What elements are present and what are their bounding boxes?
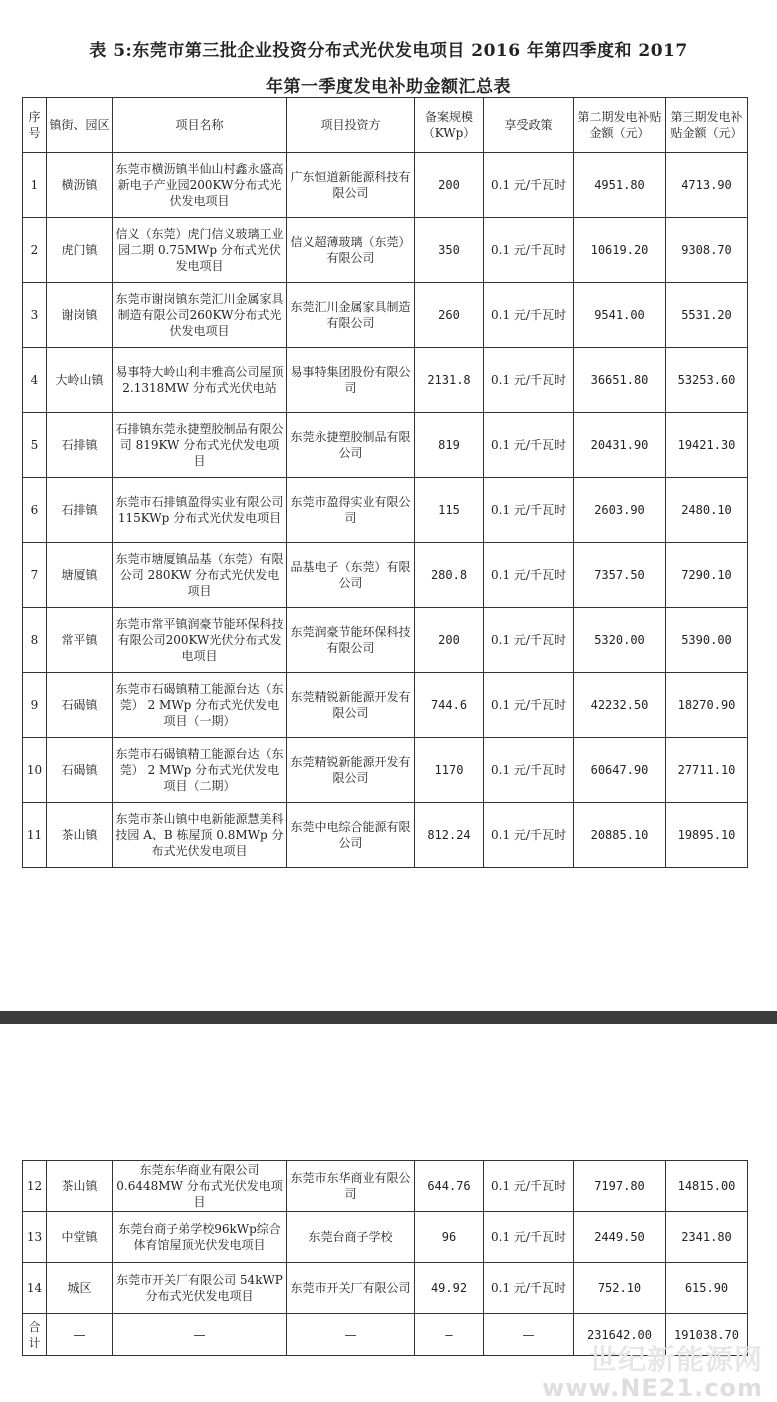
cell-investor: 广东恒道新能源科技有限公司 (287, 153, 415, 218)
cell-no: 13 (23, 1212, 47, 1263)
cell-phase3: 2480.10 (666, 478, 748, 543)
cell-policy: 0.1 元/千瓦时 (484, 218, 574, 283)
cell-no: 5 (23, 413, 47, 478)
cell-project: 东莞东华商业有限公司 0.6448MW 分布式光伏发电项目 (113, 1161, 287, 1212)
watermark-text: 世纪新能源网 (588, 1343, 763, 1376)
cell-scale: 49.92 (415, 1263, 484, 1314)
table-row (23, 608, 748, 673)
cell-scale: 350 (415, 218, 484, 283)
table-row (23, 673, 748, 738)
cell-policy: 0.1 元/千瓦时 (484, 543, 574, 608)
header-phase3: 第三期发电补贴金额（元） (666, 98, 748, 153)
cell-project: 东莞市谢岗镇东莞汇川金属家具制造有限公司260KW分布式光伏发电项目 (113, 283, 287, 348)
cell-project: 信义（东莞）虎门信义玻璃工业园二期 0.75MWp 分布式光伏发电项目 (113, 218, 287, 283)
cell-phase2: 7197.80 (574, 1161, 666, 1212)
cell-no: 7 (23, 543, 47, 608)
cell-project: 东莞市石碣镇精工能源台达（东莞） 2 MWp 分布式光伏发电项目（一期） (113, 673, 287, 738)
table-row (23, 478, 748, 543)
cell-phase2: 9541.00 (574, 283, 666, 348)
cell-scale: 744.6 (415, 673, 484, 738)
cell-investor: — (287, 1314, 415, 1356)
cell-town: 茶山镇 (47, 803, 113, 868)
table-row (23, 413, 748, 478)
cell-phase3: 5531.20 (666, 283, 748, 348)
cell-phase2: 10619.20 (574, 218, 666, 283)
cell-town: 石排镇 (47, 478, 113, 543)
cell-phase2: 42232.50 (574, 673, 666, 738)
cell-project: 易事特大岭山利丰雅高公司屋顶 2.1318MW 分布式光伏电站 (113, 348, 287, 413)
cell-phase2: 231642.00 (574, 1314, 666, 1356)
cell-project: 东莞市茶山镇中电新能源慧美科技园 A、B 栋屋顶 0.8MWp 分布式光伏发电项目 (113, 803, 287, 868)
table-row (23, 218, 748, 283)
cell-town: 虎门镇 (47, 218, 113, 283)
cell-phase3: 18270.90 (666, 673, 748, 738)
cell-project: 石排镇东莞永捷塑胶制品有限公司 819KW 分布式光伏发电项目 (113, 413, 287, 478)
cell-investor: 品基电子（东莞）有限公司 (287, 543, 415, 608)
header-investor: 项目投资方 (287, 98, 415, 153)
table-row (23, 1263, 748, 1314)
subsidy-table-page2 (22, 1160, 748, 1356)
cell-project: 东莞市石排镇盈得实业有限公司 115KWp 分布式光伏发电项目 (113, 478, 287, 543)
table-title-line1: 表 5:东莞市第三批企业投资分布式光伏发电项目 2016 年第四季度和 2017 (89, 41, 688, 61)
cell-scale: 812.24 (415, 803, 484, 868)
cell-phase2: 752.10 (574, 1263, 666, 1314)
cell-project: 东莞台商子弟学校96kWp综合体育馆屋顶光伏发电项目 (113, 1212, 287, 1263)
cell-policy: 0.1 元/千瓦时 (484, 153, 574, 218)
cell-no: 12 (23, 1161, 47, 1212)
header-policy: 享受政策 (484, 98, 574, 153)
cell-phase2: 36651.80 (574, 348, 666, 413)
cell-no: 2 (23, 218, 47, 283)
cell-scale: 819 (415, 413, 484, 478)
cell-no: 3 (23, 283, 47, 348)
cell-policy: 0.1 元/千瓦时 (484, 413, 574, 478)
cell-town: 石碣镇 (47, 738, 113, 803)
cell-policy: 0.1 元/千瓦时 (484, 608, 574, 673)
cell-investor: 东莞台商子学校 (287, 1212, 415, 1263)
table-row (23, 283, 748, 348)
header-town: 镇街、园区 (47, 98, 113, 153)
cell-no: 9 (23, 673, 47, 738)
cell-investor: 东莞市东华商业有限公司 (287, 1161, 415, 1212)
cell-town: 城区 (47, 1263, 113, 1314)
cell-phase3: 19421.30 (666, 413, 748, 478)
cell-phase2: 7357.50 (574, 543, 666, 608)
cell-phase2: 5320.00 (574, 608, 666, 673)
cell-phase3: 5390.00 (666, 608, 748, 673)
cell-scale: — (415, 1314, 484, 1356)
cell-phase3: 19895.10 (666, 803, 748, 868)
cell-no: 8 (23, 608, 47, 673)
cell-investor: 东莞润豪节能环保科技有限公司 (287, 608, 415, 673)
cell-investor: 易事特集团股份有限公司 (287, 348, 415, 413)
cell-town: 谢岗镇 (47, 283, 113, 348)
cell-project: — (113, 1314, 287, 1356)
cell-town: 大岭山镇 (47, 348, 113, 413)
cell-no: 合计 (23, 1314, 47, 1356)
cell-investor: 东莞永捷塑胶制品有限公司 (287, 413, 415, 478)
cell-project: 东莞市常平镇润豪节能环保科技有限公司200KW光伏分布式发电项目 (113, 608, 287, 673)
cell-town: 常平镇 (47, 608, 113, 673)
page-break-bar (0, 1011, 777, 1024)
cell-investor: 东莞市盈得实业有限公司 (287, 478, 415, 543)
cell-scale: 1170 (415, 738, 484, 803)
subsidy-table-page1 (22, 97, 748, 868)
cell-no: 4 (23, 348, 47, 413)
cell-policy: 0.1 元/千瓦时 (484, 1161, 574, 1212)
header-no: 序号 (23, 98, 47, 153)
cell-town: — (47, 1314, 113, 1356)
cell-no: 1 (23, 153, 47, 218)
cell-phase3: 53253.60 (666, 348, 748, 413)
cell-policy: 0.1 元/千瓦时 (484, 478, 574, 543)
cell-investor: 东莞精锐新能源开发有限公司 (287, 738, 415, 803)
table-title-line2: 年第一季度发电补助金额汇总表 (266, 77, 511, 97)
cell-scale: 260 (415, 283, 484, 348)
cell-no: 14 (23, 1263, 47, 1314)
table-row (23, 1161, 748, 1212)
cell-phase3: 191038.70 (666, 1314, 748, 1356)
cell-policy: 0.1 元/千瓦时 (484, 738, 574, 803)
table-row (23, 1212, 748, 1263)
cell-no: 6 (23, 478, 47, 543)
cell-phase3: 2341.80 (666, 1212, 748, 1263)
cell-investor: 东莞中电综合能源有限公司 (287, 803, 415, 868)
cell-project: 东莞市开关厂有限公司 54kWP 分布式光伏发电项目 (113, 1263, 287, 1314)
cell-town: 石排镇 (47, 413, 113, 478)
cell-policy: — (484, 1314, 574, 1356)
table-row (23, 153, 748, 218)
cell-investor: 东莞汇川金属家具制造有限公司 (287, 283, 415, 348)
cell-phase3: 4713.90 (666, 153, 748, 218)
cell-policy: 0.1 元/千瓦时 (484, 673, 574, 738)
cell-phase2: 4951.80 (574, 153, 666, 218)
watermark-logo (542, 1343, 763, 1402)
cell-phase3: 27711.10 (666, 738, 748, 803)
cell-phase3: 7290.10 (666, 543, 748, 608)
cell-town: 塘厦镇 (47, 543, 113, 608)
cell-phase2: 20431.90 (574, 413, 666, 478)
cell-town: 中堂镇 (47, 1212, 113, 1263)
cell-project: 东莞市石碣镇精工能源台达（东莞） 2 MWp 分布式光伏发电项目（二期） (113, 738, 287, 803)
cell-scale: 644.76 (415, 1161, 484, 1212)
cell-investor: 东莞市开关厂有限公司 (287, 1263, 415, 1314)
cell-no: 10 (23, 738, 47, 803)
table-row (23, 348, 748, 413)
cell-town: 横沥镇 (47, 153, 113, 218)
cell-policy: 0.1 元/千瓦时 (484, 283, 574, 348)
table-row (23, 543, 748, 608)
header-row (23, 98, 748, 153)
cell-scale: 200 (415, 153, 484, 218)
header-phase2: 第二期发电补贴金额（元） (574, 98, 666, 153)
cell-investor: 东莞精锐新能源开发有限公司 (287, 673, 415, 738)
cell-no: 11 (23, 803, 47, 868)
cell-policy: 0.1 元/千瓦时 (484, 803, 574, 868)
cell-scale: 200 (415, 608, 484, 673)
cell-town: 石碣镇 (47, 673, 113, 738)
cell-phase2: 60647.90 (574, 738, 666, 803)
cell-scale: 2131.8 (415, 348, 484, 413)
cell-scale: 280.8 (415, 543, 484, 608)
table-row (23, 803, 748, 868)
cell-phase3: 615.90 (666, 1263, 748, 1314)
cell-project: 东莞市横沥镇半仙山村鑫永盛高新电子产业园200KW分布式光伏发电项目 (113, 153, 287, 218)
watermark-url: www.NE21.com (542, 1374, 763, 1402)
cell-policy: 0.1 元/千瓦时 (484, 348, 574, 413)
cell-policy: 0.1 元/千瓦时 (484, 1212, 574, 1263)
table-row (23, 738, 748, 803)
cell-phase2: 20885.10 (574, 803, 666, 868)
cell-town: 茶山镇 (47, 1161, 113, 1212)
cell-scale: 96 (415, 1212, 484, 1263)
cell-policy: 0.1 元/千瓦时 (484, 1263, 574, 1314)
cell-project: 东莞市塘厦镇品基（东莞）有限公司 280KW 分布式光伏发电项目 (113, 543, 287, 608)
cell-phase3: 9308.70 (666, 218, 748, 283)
header-project: 项目名称 (113, 98, 287, 153)
cell-phase2: 2603.90 (574, 478, 666, 543)
cell-scale: 115 (415, 478, 484, 543)
cell-phase2: 2449.50 (574, 1212, 666, 1263)
cell-investor: 信义超薄玻璃（东莞）有限公司 (287, 218, 415, 283)
cell-phase3: 14815.00 (666, 1161, 748, 1212)
header-scale: 备案规模（KWp） (415, 98, 484, 153)
